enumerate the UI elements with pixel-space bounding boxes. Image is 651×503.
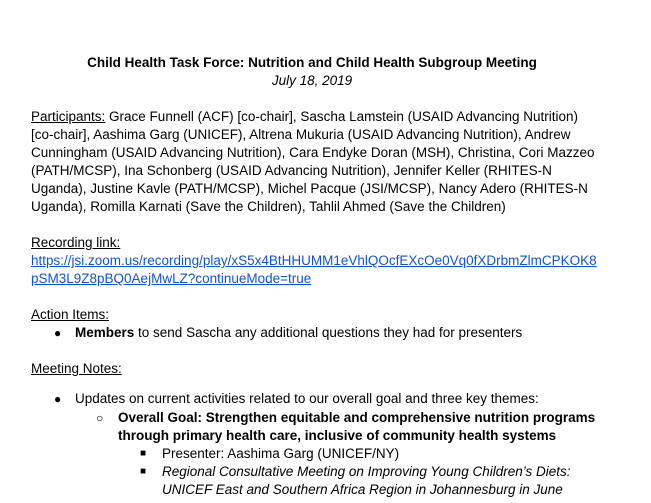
document-date: July 18, 2019: [271, 73, 353, 88]
action-item-text: to send Sascha any additional questions they had for presenters: [134, 325, 523, 340]
participants-label: Participants:: [31, 109, 106, 124]
presenter: Presenter: Aashima Garg (UNICEF/NY): [162, 446, 400, 461]
note-bullet-3: ■: [140, 448, 147, 459]
action-item-owner: Members: [75, 325, 135, 340]
recording-link[interactable]: https://jsi.zoom.us/recording/play/xS5x4BtHHUMM1eVhlQOcfEXcOe0Vq0fXDrbmZlmCPKOK8pSM3L9Z8pBQ0AejMwLZ?continueMode=true: [31, 253, 597, 286]
overall-goal: Overall Goal: Strengthen equitable and comprehensive nutrition programs through primary health care, inclusive of community health systems: [118, 410, 596, 443]
meeting-notes-label-text: Meeting Notes:: [31, 361, 122, 376]
action-items-label-text: Action Items:: [31, 307, 110, 322]
meeting-notes-label: [31, 360, 596, 378]
participants-list: Grace Funnell (ACF) [co-chair], Sascha Lamstein (USAID Advancing Nutrition) [co-chair], Aashima Garg (UNICEF), Altrena Mukuria (USAID Advancing Nutrition), Andrew Cunningham (USAID Advancing Nutrition), Cara Endyke Doran (MSH), Christina, Cori Mazzeo (PATH/MCSP), Ina Schonberg (USAID Advancing Nutrition), Jennifer Keller (RHITES-N Uganda), Justine Kavle (PATH/MCSP), Michel Pacque (JSI/MCSP), Nancy Adero (RHITES-N Uganda), Romilla Karnati (Save the Children), Tahlil Ahmed (Save the Children): [31, 109, 595, 214]
meeting-title: Regional Consultative Meeting on Improving Young Children’s Diets: UNICEF East and Southern Africa Region in Johannesburg in June: [162, 464, 571, 497]
recording-label-text: Recording link:: [31, 235, 121, 250]
action-item: [75, 324, 615, 342]
document-title: Child Health Task Force: Nutrition and Child Health Subgroup Meeting: [87, 55, 537, 70]
recording-link-block: [31, 252, 597, 288]
action-item-bullet: ●: [54, 326, 62, 340]
note-bullet-1: ●: [54, 392, 62, 406]
recording-label: [31, 234, 596, 252]
participants-paragraph: [31, 108, 596, 216]
action-items-label: [31, 306, 596, 324]
note-item-1: Updates on current activities related to our overall goal and three key themes:: [75, 391, 539, 406]
note-bullet-2: ○: [96, 411, 104, 425]
note-bullet-4: ■: [140, 466, 147, 477]
